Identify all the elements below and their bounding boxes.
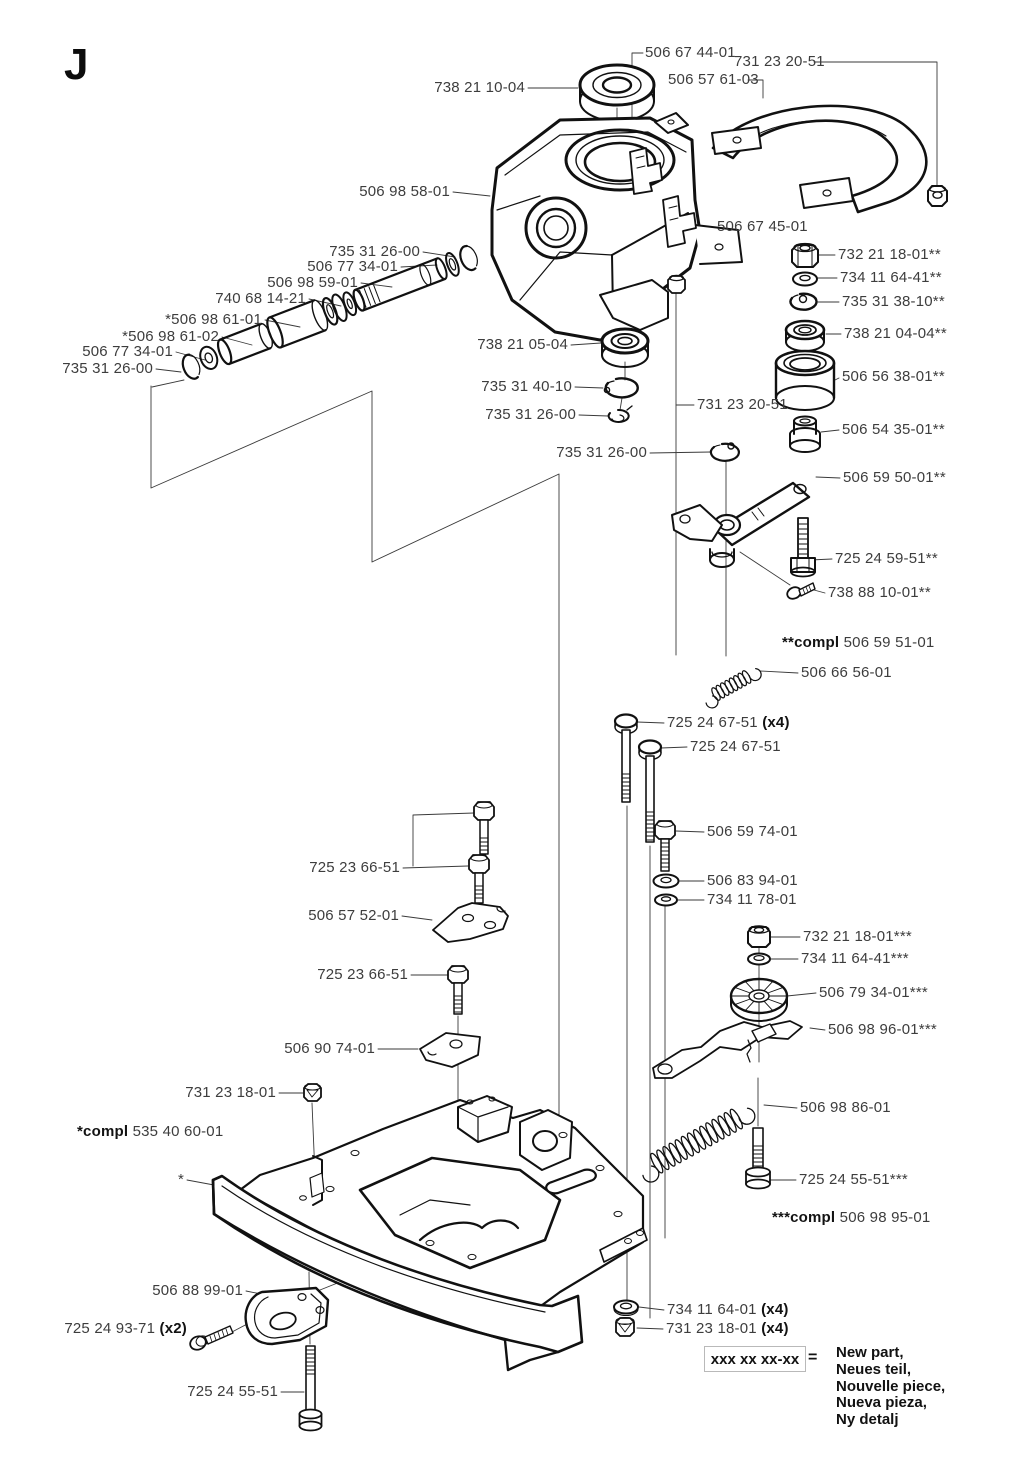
part-label: *506 98 61-01 — [165, 311, 262, 328]
part-label: 731 23 18-01 (x4) — [666, 1320, 789, 1337]
washer-734116401 — [614, 1301, 638, 1316]
bearing-738210504 — [602, 329, 648, 367]
screw-725249371 — [188, 1326, 233, 1352]
part-label: *compl 535 40 60-01 — [77, 1123, 224, 1140]
bolt-725236651-a — [474, 802, 494, 854]
part-label: 725 24 55-51*** — [799, 1171, 908, 1188]
part-label: 506 77 34-01 — [82, 343, 173, 360]
part-label: 738 21 05-04 — [477, 336, 568, 353]
legend-equals: = — [808, 1349, 818, 1366]
part-label: 506 67 45-01 — [717, 218, 808, 235]
nut-732211801-3 — [748, 926, 770, 947]
part-label: 732 21 18-01** — [838, 246, 941, 263]
part-label: 735 31 26-00 — [329, 243, 420, 260]
part-label: 735 31 38-10** — [842, 293, 945, 310]
part-label: 725 24 67-51 — [690, 738, 781, 755]
part-label: 735 31 26-00 — [556, 444, 647, 461]
part-label: 506 66 56-01 — [801, 664, 892, 681]
bolt-725245551-3 — [746, 1128, 770, 1189]
part-label: 506 59 50-01** — [843, 469, 946, 486]
part-label: 506 57 61-03 — [668, 71, 759, 88]
bolt-725246751-a — [615, 715, 637, 803]
bracket-506907401 — [420, 1033, 480, 1067]
bolt-725236651-b — [469, 855, 489, 903]
screw-738881001 — [785, 583, 815, 601]
lever-506595001 — [672, 483, 809, 567]
part-label: 734 11 64-41*** — [801, 950, 909, 967]
bracket-506575201 — [433, 903, 508, 942]
bracket-506889901 — [246, 1288, 328, 1344]
part-label: 506 98 86-01 — [800, 1099, 891, 1116]
part-label: 725 24 55-51 — [187, 1383, 278, 1400]
legend-line: Neues teil, — [836, 1360, 912, 1378]
part-label: 738 21 10-04 — [434, 79, 525, 96]
part-label: 506 98 58-01 — [359, 183, 450, 200]
part-label: 725 23 66-51 — [317, 966, 408, 983]
part-label: 735 31 26-00 — [62, 360, 153, 377]
legend-line: Nueva pieza, — [836, 1394, 927, 1412]
part-label: 732 21 18-01*** — [803, 928, 912, 945]
part-label: 734 11 64-01 (x4) — [667, 1301, 789, 1318]
bolt-725236651-c — [448, 966, 468, 1014]
spring-506665601 — [701, 664, 765, 710]
part-label: 731 23 20-51 — [697, 396, 788, 413]
gear-housing — [492, 113, 742, 340]
legend-line: Ny detalj — [836, 1411, 899, 1429]
clamp-band — [712, 106, 926, 212]
part-label: ***compl 506 98 95-01 — [772, 1209, 931, 1226]
part-label: 725 23 66-51 — [309, 859, 400, 876]
part-label: 740 68 14-21 — [215, 290, 306, 307]
nut-732211801 — [792, 244, 818, 268]
legend-code-box: xxx xx xx-xx — [704, 1346, 806, 1372]
part-label: * — [177, 1171, 184, 1188]
part-label: 725 24 59-51** — [835, 550, 938, 567]
part-label: 506 54 35-01** — [842, 421, 945, 438]
bearing-738210404 — [786, 321, 824, 351]
legend-line: Nouvelle piece, — [836, 1377, 946, 1395]
part-label: 506 79 34-01*** — [819, 984, 928, 1001]
circlip-735314010 — [604, 378, 637, 397]
bolt-725245551-bottom — [300, 1346, 322, 1431]
part-label: 506 77 34-01 — [307, 258, 398, 275]
part-label: 506 83 94-01 — [707, 872, 798, 889]
washer-734116441-3 — [748, 954, 770, 965]
spacer-506543501 — [790, 417, 820, 453]
diagram-title: J — [64, 40, 89, 89]
bolt-725245951 — [791, 518, 815, 577]
lockwasher-735313810 — [791, 294, 817, 310]
nut-731231801 — [304, 1084, 321, 1101]
washer-734116441 — [793, 273, 817, 286]
part-label: 738 21 04-04** — [844, 325, 947, 342]
part-label: 734 11 78-01 — [707, 891, 797, 908]
circlip-735312600-mid — [711, 443, 739, 461]
nut-731231801-x4 — [616, 1318, 634, 1336]
part-label: 506 56 38-01** — [842, 368, 945, 385]
legend-line: New part, — [836, 1344, 904, 1361]
part-label: *506 98 61-02 — [122, 328, 219, 345]
part-label: 734 11 64-41** — [840, 269, 942, 286]
part-label: 731 23 20-51 — [734, 53, 825, 70]
part-label: 725 24 93-71 (x2) — [64, 1320, 187, 1337]
bolt-506597401 — [654, 821, 679, 906]
part-label: 506 88 99-01 — [152, 1282, 243, 1299]
part-label: 735 31 40-10 — [481, 378, 572, 395]
part-label: 731 23 18-01 — [185, 1084, 276, 1101]
part-label: 735 31 26-00 — [485, 406, 576, 423]
part-label: 738 88 10-01** — [828, 584, 931, 601]
part-label: 725 24 67-51 (x4) — [667, 714, 790, 731]
tension-arm-506989601 — [653, 1021, 802, 1078]
legend-translations — [836, 1345, 945, 1429]
part-label: 506 59 74-01 — [707, 823, 798, 840]
nut-731232051-top — [928, 186, 947, 206]
spring-506988601 — [635, 1100, 759, 1184]
part-label: 506 98 59-01 — [267, 274, 358, 291]
part-label: 506 67 44-01 — [645, 44, 736, 61]
part-label: **compl 506 59 51-01 — [782, 634, 935, 651]
part-label: 506 57 52-01 — [308, 907, 399, 924]
part-label: 506 98 96-01*** — [828, 1021, 937, 1038]
part-label: 506 90 74-01 — [284, 1040, 375, 1057]
